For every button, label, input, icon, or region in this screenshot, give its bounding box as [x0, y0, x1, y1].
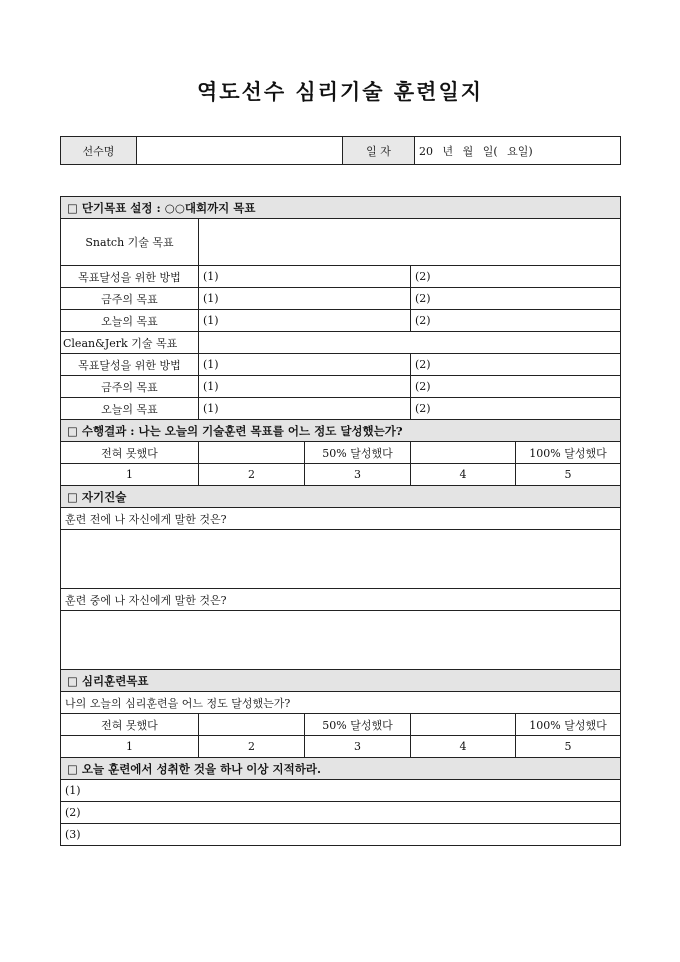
- athlete-info-table: [60, 136, 621, 165]
- self-talk-before-answer[interactable]: [61, 530, 621, 589]
- self-talk-during-question: 훈련 중에 나 자신에게 말한 것은?: [61, 589, 621, 611]
- perf-scale-label-3: 50% 달성했다: [305, 442, 411, 464]
- performance-result-header: □ 수행결과 : 나는 오늘의 기술훈련 목표를 어느 정도 달성했는가?: [61, 420, 621, 442]
- snatch-method-2[interactable]: (2): [411, 266, 621, 288]
- mental-scale-label-1: 전혀 못했다: [61, 714, 199, 736]
- mental-scale-1[interactable]: 1: [61, 736, 199, 758]
- page-title: 역도선수 심리기술 훈련일지: [196, 79, 484, 104]
- cj-method-2[interactable]: (2): [411, 354, 621, 376]
- snatch-goal-field[interactable]: [199, 219, 621, 266]
- cj-week-2[interactable]: (2): [411, 376, 621, 398]
- perf-scale-label-1: 전혀 못했다: [61, 442, 199, 464]
- mental-scale-label-5: 100% 달성했다: [516, 714, 621, 736]
- achievement-item-2[interactable]: (2): [61, 802, 621, 824]
- date-field[interactable]: 20 년 월 일( 요일): [415, 137, 621, 165]
- athlete-name-label: 선수명: [61, 137, 137, 165]
- cj-goal-field[interactable]: [199, 332, 621, 354]
- perf-scale-2[interactable]: 2: [199, 464, 305, 486]
- snatch-method-1[interactable]: (1): [199, 266, 411, 288]
- cj-week-label: 금주의 목표: [61, 376, 199, 398]
- mental-scale-label-3: 50% 달성했다: [305, 714, 411, 736]
- mental-scale-5[interactable]: 5: [516, 736, 621, 758]
- snatch-today-2[interactable]: (2): [411, 310, 621, 332]
- mental-training-question: 나의 오늘의 심리훈련을 어느 정도 달성했는가?: [61, 692, 621, 714]
- self-talk-before-question: 훈련 전에 나 자신에게 말한 것은?: [61, 508, 621, 530]
- snatch-week-1[interactable]: (1): [199, 288, 411, 310]
- snatch-goal-label: Snatch 기술 목표: [61, 219, 199, 266]
- self-talk-during-answer[interactable]: [61, 611, 621, 670]
- date-label: 일 자: [343, 137, 415, 165]
- perf-scale-4[interactable]: 4: [411, 464, 516, 486]
- mental-scale-2[interactable]: 2: [199, 736, 305, 758]
- snatch-today-label: 오늘의 목표: [61, 310, 199, 332]
- perf-scale-5[interactable]: 5: [516, 464, 621, 486]
- cj-today-2[interactable]: (2): [411, 398, 621, 420]
- snatch-week-label: 금주의 목표: [61, 288, 199, 310]
- achievement-item-1[interactable]: (1): [61, 780, 621, 802]
- achievement-item-3[interactable]: (3): [61, 824, 621, 846]
- cj-method-label: 목표달성을 위한 방법: [61, 354, 199, 376]
- mental-scale-3[interactable]: 3: [305, 736, 411, 758]
- cj-goal-label: Clean&Jerk 기술 목표: [61, 332, 199, 354]
- perf-scale-label-2: [199, 442, 305, 464]
- snatch-today-1[interactable]: (1): [199, 310, 411, 332]
- perf-scale-label-5: 100% 달성했다: [516, 442, 621, 464]
- mental-scale-label-4: [411, 714, 516, 736]
- training-log-table: [60, 196, 621, 846]
- achievement-header: □ 오늘 훈련에서 성취한 것을 하나 이상 지적하라.: [61, 758, 621, 780]
- athlete-name-field[interactable]: [137, 137, 343, 165]
- snatch-week-2[interactable]: (2): [411, 288, 621, 310]
- self-talk-header: □ 자기진술: [61, 486, 621, 508]
- cj-today-label: 오늘의 목표: [61, 398, 199, 420]
- cj-today-1[interactable]: (1): [199, 398, 411, 420]
- snatch-method-label: 목표달성을 위한 방법: [61, 266, 199, 288]
- mental-training-header: □ 심리훈련목표: [61, 670, 621, 692]
- cj-week-1[interactable]: (1): [199, 376, 411, 398]
- mental-scale-4[interactable]: 4: [411, 736, 516, 758]
- perf-scale-3[interactable]: 3: [305, 464, 411, 486]
- perf-scale-label-4: [411, 442, 516, 464]
- cj-method-1[interactable]: (1): [199, 354, 411, 376]
- perf-scale-1[interactable]: 1: [61, 464, 199, 486]
- short-term-goal-header: □ 단기목표 설정 : ○○대회까지 목표: [61, 197, 621, 219]
- mental-scale-label-2: [199, 714, 305, 736]
